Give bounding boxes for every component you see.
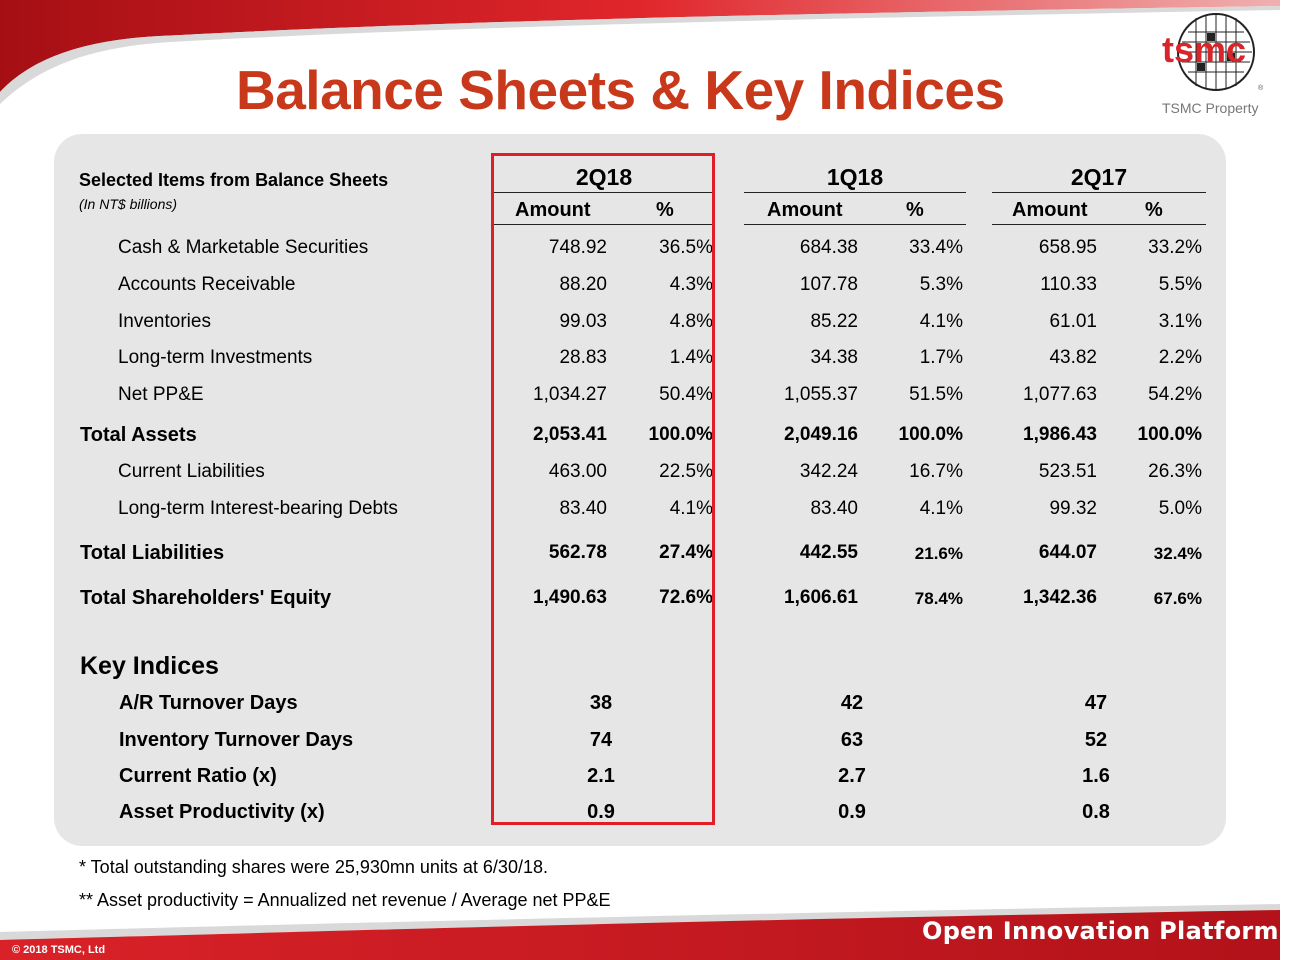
tsmc-logo bbox=[1158, 10, 1268, 95]
row-value: 1,055.37 bbox=[784, 384, 858, 405]
row-label: Total Shareholders' Equity bbox=[80, 587, 332, 609]
key-index-label: Asset Productivity (x) bbox=[119, 801, 325, 823]
row-value: 36.5% bbox=[659, 237, 713, 258]
row-value: 33.2% bbox=[1148, 237, 1202, 258]
row-value: 748.92 bbox=[548, 237, 607, 258]
row-value: 83.40 bbox=[559, 498, 607, 519]
row-value: 72.6% bbox=[659, 587, 713, 608]
key-index-value: 74 bbox=[589, 729, 613, 751]
row-value: 22.5% bbox=[659, 461, 713, 482]
row-value: 54.2% bbox=[1148, 384, 1202, 405]
period-underline bbox=[744, 192, 966, 193]
row-value: 342.24 bbox=[799, 461, 858, 482]
period-underline bbox=[992, 192, 1206, 193]
row-value: 562.78 bbox=[548, 542, 607, 563]
row-value: 5.0% bbox=[1158, 498, 1202, 519]
key-index-value: 1.6 bbox=[1082, 765, 1110, 787]
row-value: 1,342.36 bbox=[1023, 587, 1097, 608]
row-value: 4.1% bbox=[669, 498, 713, 519]
row-value: 100.0% bbox=[1137, 424, 1202, 445]
key-index-label: Current Ratio (x) bbox=[119, 765, 277, 787]
row-value: 28.83 bbox=[559, 347, 607, 368]
footnote-shares: * Total outstanding shares were 25,930mn units at 6/30/18. bbox=[79, 857, 548, 877]
row-value: 4.3% bbox=[669, 274, 713, 295]
row-value: 33.4% bbox=[909, 237, 963, 258]
row-value: 61.01 bbox=[1049, 311, 1097, 332]
key-index-value: 63 bbox=[840, 729, 864, 751]
row-label: Long-term Interest-bearing Debts bbox=[118, 498, 398, 519]
row-value: 463.00 bbox=[548, 461, 607, 482]
row-value: 16.7% bbox=[909, 461, 963, 482]
key-index-value: 0.9 bbox=[587, 801, 615, 823]
row-value: 100.0% bbox=[898, 424, 963, 445]
row-value: 110.33 bbox=[1040, 274, 1097, 295]
key-index-label: Inventory Turnover Days bbox=[119, 729, 354, 751]
period-2q18: 2Q18 bbox=[575, 164, 633, 190]
row-value: 1.7% bbox=[919, 347, 963, 368]
row-value: 1,606.61 bbox=[784, 587, 858, 608]
row-value: 50.4% bbox=[659, 384, 713, 405]
subheader-underline bbox=[744, 224, 966, 225]
row-value: 1.4% bbox=[669, 347, 713, 368]
row-value: 5.3% bbox=[919, 274, 963, 295]
period-1q18: 1Q18 bbox=[826, 164, 884, 190]
balance-heading: Selected Items from Balance Sheets bbox=[79, 170, 389, 190]
row-value: 4.8% bbox=[669, 311, 713, 332]
row-value: 43.82 bbox=[1049, 347, 1097, 368]
key-index-value: 42 bbox=[840, 692, 864, 714]
row-value: 67.6% bbox=[1153, 589, 1202, 608]
col-pct-1q18: % bbox=[906, 199, 924, 221]
row-label: Net PP&E bbox=[118, 384, 204, 405]
key-index-value: 47 bbox=[1084, 692, 1108, 714]
row-value: 1,490.63 bbox=[533, 587, 607, 608]
row-label: Accounts Receivable bbox=[118, 274, 296, 295]
row-value: 78.4% bbox=[914, 589, 963, 608]
key-index-value: 52 bbox=[1084, 729, 1108, 751]
row-label: Current Liabilities bbox=[118, 461, 265, 482]
col-amount-1q18: Amount bbox=[767, 199, 843, 221]
key-index-value: 2.7 bbox=[838, 765, 866, 787]
footnote-asset-productivity: ** Asset productivity = Annualized net revenue / Average net PP&E bbox=[79, 890, 611, 910]
balance-subheading: (In NT$ billions) bbox=[79, 196, 178, 212]
page-title: Balance Sheets & Key Indices bbox=[236, 59, 1005, 121]
row-value: 51.5% bbox=[909, 384, 963, 405]
row-value: 684.38 bbox=[799, 237, 858, 258]
row-value: 442.55 bbox=[799, 542, 858, 563]
row-value: 34.38 bbox=[810, 347, 858, 368]
row-value: 2,049.16 bbox=[784, 424, 858, 445]
col-amount-2q17: Amount bbox=[1012, 199, 1088, 221]
logo-text: tsmc bbox=[1162, 29, 1247, 70]
row-label: Inventories bbox=[118, 311, 211, 332]
row-value: 5.5% bbox=[1158, 274, 1202, 295]
row-value: 1,034.27 bbox=[533, 384, 607, 405]
row-value: 85.22 bbox=[810, 311, 858, 332]
row-value: 21.6% bbox=[914, 544, 963, 563]
copyright: © 2018 TSMC, Ltd bbox=[12, 944, 106, 956]
row-value: 2,053.41 bbox=[533, 424, 607, 445]
row-value: 4.1% bbox=[919, 311, 963, 332]
row-value: 1,986.43 bbox=[1023, 424, 1097, 445]
logo-registered-mark: ® bbox=[1258, 85, 1264, 92]
row-value: 523.51 bbox=[1038, 461, 1097, 482]
row-value: 4.1% bbox=[919, 498, 963, 519]
row-value: 658.95 bbox=[1038, 237, 1097, 258]
row-value: 107.78 bbox=[799, 274, 858, 295]
key-index-value: 0.8 bbox=[1082, 801, 1110, 823]
row-value: 32.4% bbox=[1153, 544, 1202, 563]
col-amount-2q18: Amount bbox=[515, 199, 591, 221]
subheader-underline bbox=[992, 224, 1206, 225]
key-index-label: A/R Turnover Days bbox=[119, 692, 298, 714]
row-value: 99.03 bbox=[559, 311, 607, 332]
row-label: Cash & Marketable Securities bbox=[118, 237, 369, 258]
row-value: 100.0% bbox=[648, 424, 713, 445]
row-value: 2.2% bbox=[1158, 347, 1202, 368]
period-2q17: 2Q17 bbox=[1070, 164, 1128, 190]
col-pct-2q17: % bbox=[1145, 199, 1163, 221]
open-innovation-platform-brand bbox=[922, 917, 1291, 945]
row-label: Total Liabilities bbox=[80, 542, 225, 564]
row-value: 99.32 bbox=[1049, 498, 1097, 519]
row-value: 83.40 bbox=[810, 498, 858, 519]
brand-text: Open Innovation Platform bbox=[922, 917, 1279, 945]
row-value: 1,077.63 bbox=[1023, 384, 1097, 405]
key-index-value: 2.1 bbox=[587, 765, 615, 787]
brand-registered-mark: ® bbox=[1278, 919, 1291, 933]
row-value: 3.1% bbox=[1158, 311, 1202, 332]
row-value: 26.3% bbox=[1148, 461, 1202, 482]
row-value: 644.07 bbox=[1038, 542, 1097, 563]
key-index-value: 38 bbox=[589, 692, 613, 714]
row-label: Long-term Investments bbox=[118, 347, 313, 368]
row-label: Total Assets bbox=[80, 424, 197, 446]
key-indices-heading: Key Indices bbox=[80, 652, 219, 680]
key-index-value: 0.9 bbox=[838, 801, 866, 823]
row-value: 88.20 bbox=[559, 274, 607, 295]
col-pct-2q18: % bbox=[656, 199, 674, 221]
current-quarter-highlight bbox=[491, 153, 715, 825]
logo-caption: TSMC Property bbox=[1162, 100, 1259, 116]
row-value: 27.4% bbox=[659, 542, 713, 563]
